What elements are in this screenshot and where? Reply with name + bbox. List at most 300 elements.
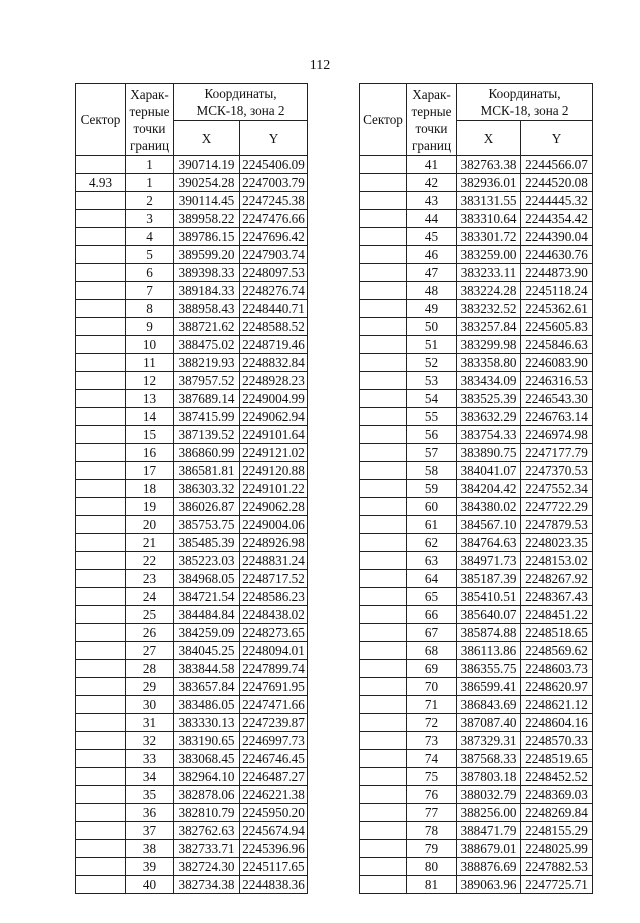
point-number-cell: 12	[126, 372, 174, 390]
y-coordinate-cell: 2248926.98	[240, 534, 308, 552]
point-number-cell: 80	[407, 858, 457, 876]
y-coordinate-cell: 2248569.62	[521, 642, 593, 660]
sector-cell	[360, 282, 407, 300]
sector-cell	[76, 840, 126, 858]
table-row	[360, 354, 593, 372]
y-coordinate-cell: 2248832.84	[240, 354, 308, 372]
table-row	[76, 804, 308, 822]
point-number-cell: 24	[126, 588, 174, 606]
x-coordinate-cell: 382762.63	[174, 822, 240, 840]
y-coordinate-cell: 2248269.84	[521, 804, 593, 822]
y-coordinate-cell: 2247552.34	[521, 480, 593, 498]
table-row	[76, 300, 308, 318]
point-number-cell: 75	[407, 768, 457, 786]
header-characteristic-points: Харак- терные точки границ	[407, 84, 457, 156]
sector-cell	[360, 876, 407, 894]
x-coordinate-cell: 386599.41	[457, 678, 521, 696]
point-number-cell: 41	[407, 156, 457, 174]
y-coordinate-cell: 2246487.27	[240, 768, 308, 786]
table-row	[360, 156, 593, 174]
y-coordinate-cell: 2248276.74	[240, 282, 308, 300]
point-number-cell: 52	[407, 354, 457, 372]
table-row	[360, 678, 593, 696]
sector-cell	[360, 840, 407, 858]
y-coordinate-cell: 2248023.35	[521, 534, 593, 552]
table-row	[76, 246, 308, 264]
y-coordinate-cell: 2245396.96	[240, 840, 308, 858]
table-row	[360, 318, 593, 336]
x-coordinate-cell: 382936.01	[457, 174, 521, 192]
sector-cell	[76, 210, 126, 228]
y-coordinate-cell: 2244520.08	[521, 174, 593, 192]
sector-cell	[360, 498, 407, 516]
table-row	[360, 426, 593, 444]
sector-cell	[360, 858, 407, 876]
sector-cell	[360, 426, 407, 444]
point-number-cell: 20	[126, 516, 174, 534]
y-coordinate-cell: 2248438.02	[240, 606, 308, 624]
table-row	[360, 390, 593, 408]
x-coordinate-cell: 388471.79	[457, 822, 521, 840]
y-coordinate-cell: 2248097.53	[240, 264, 308, 282]
point-number-cell: 3	[126, 210, 174, 228]
y-coordinate-cell: 2246746.45	[240, 750, 308, 768]
sector-cell	[76, 372, 126, 390]
x-coordinate-cell: 383754.33	[457, 426, 521, 444]
table-row	[360, 408, 593, 426]
x-coordinate-cell: 382964.10	[174, 768, 240, 786]
y-coordinate-cell: 2247245.38	[240, 192, 308, 210]
sector-cell	[76, 678, 126, 696]
point-number-cell: 40	[126, 876, 174, 894]
sector-cell	[360, 156, 407, 174]
x-coordinate-cell: 387415.99	[174, 408, 240, 426]
x-coordinate-cell: 385223.03	[174, 552, 240, 570]
y-coordinate-cell: 2246974.98	[521, 426, 593, 444]
point-number-cell: 56	[407, 426, 457, 444]
table-row	[360, 570, 593, 588]
y-coordinate-cell: 2246763.14	[521, 408, 593, 426]
x-coordinate-cell: 383486.05	[174, 696, 240, 714]
table-row	[360, 732, 593, 750]
point-number-cell: 35	[126, 786, 174, 804]
table-row	[76, 408, 308, 426]
sector-cell	[360, 822, 407, 840]
table-row	[360, 588, 593, 606]
table-row	[360, 642, 593, 660]
point-number-cell: 6	[126, 264, 174, 282]
sector-cell	[76, 336, 126, 354]
point-number-cell: 49	[407, 300, 457, 318]
point-number-cell: 61	[407, 516, 457, 534]
x-coordinate-cell: 388679.01	[457, 840, 521, 858]
table-row	[360, 714, 593, 732]
sector-cell	[76, 246, 126, 264]
x-coordinate-cell: 382878.06	[174, 786, 240, 804]
point-number-cell: 36	[126, 804, 174, 822]
point-number-cell: 66	[407, 606, 457, 624]
point-number-cell: 73	[407, 732, 457, 750]
x-coordinate-cell: 390714.19	[174, 156, 240, 174]
x-coordinate-cell: 383299.98	[457, 336, 521, 354]
x-coordinate-cell: 384380.02	[457, 498, 521, 516]
table-row	[76, 660, 308, 678]
x-coordinate-cell: 383632.29	[457, 408, 521, 426]
table-row	[360, 840, 593, 858]
x-coordinate-cell: 387087.40	[457, 714, 521, 732]
point-number-cell: 28	[126, 660, 174, 678]
table-row	[360, 210, 593, 228]
point-number-cell: 34	[126, 768, 174, 786]
x-coordinate-cell: 386303.32	[174, 480, 240, 498]
y-coordinate-cell: 2248153.02	[521, 552, 593, 570]
table-row	[360, 444, 593, 462]
point-number-cell: 17	[126, 462, 174, 480]
x-coordinate-cell: 383233.11	[457, 264, 521, 282]
table-row	[360, 606, 593, 624]
table-row	[76, 516, 308, 534]
y-coordinate-cell: 2247899.74	[240, 660, 308, 678]
y-coordinate-cell: 2248273.65	[240, 624, 308, 642]
table-row	[360, 498, 593, 516]
point-number-cell: 1	[126, 156, 174, 174]
sector-cell	[76, 552, 126, 570]
table-row	[76, 732, 308, 750]
y-coordinate-cell: 2244838.36	[240, 876, 308, 894]
point-number-cell: 31	[126, 714, 174, 732]
sector-cell	[360, 606, 407, 624]
y-coordinate-cell: 2247177.79	[521, 444, 593, 462]
x-coordinate-cell: 390114.45	[174, 192, 240, 210]
x-coordinate-cell: 387329.31	[457, 732, 521, 750]
y-coordinate-cell: 2249062.94	[240, 408, 308, 426]
sector-cell	[76, 228, 126, 246]
y-coordinate-cell: 2247722.29	[521, 498, 593, 516]
y-coordinate-cell: 2248588.52	[240, 318, 308, 336]
point-number-cell: 62	[407, 534, 457, 552]
x-coordinate-cell: 384968.05	[174, 570, 240, 588]
point-number-cell: 27	[126, 642, 174, 660]
x-coordinate-cell: 384484.84	[174, 606, 240, 624]
sector-cell	[360, 480, 407, 498]
sector-cell	[360, 714, 407, 732]
table-row	[76, 696, 308, 714]
x-coordinate-cell: 389958.22	[174, 210, 240, 228]
header-x: X	[457, 121, 521, 156]
table-row	[360, 552, 593, 570]
y-coordinate-cell: 2245846.63	[521, 336, 593, 354]
table-row	[76, 156, 308, 174]
sector-cell	[360, 318, 407, 336]
y-coordinate-cell: 2248025.99	[521, 840, 593, 858]
point-number-cell: 50	[407, 318, 457, 336]
table-row	[76, 372, 308, 390]
table-row	[360, 174, 593, 192]
sector-cell	[360, 552, 407, 570]
point-number-cell: 32	[126, 732, 174, 750]
y-coordinate-cell: 2245118.24	[521, 282, 593, 300]
x-coordinate-cell: 383890.75	[457, 444, 521, 462]
table-row	[76, 498, 308, 516]
y-coordinate-cell: 2246221.38	[240, 786, 308, 804]
table-row	[360, 462, 593, 480]
table-row	[360, 480, 593, 498]
y-coordinate-cell: 2248928.23	[240, 372, 308, 390]
table-row	[76, 642, 308, 660]
point-number-cell: 69	[407, 660, 457, 678]
y-coordinate-cell: 2245117.65	[240, 858, 308, 876]
sector-cell	[76, 354, 126, 372]
sector-cell	[360, 570, 407, 588]
x-coordinate-cell: 383257.84	[457, 318, 521, 336]
y-coordinate-cell: 2248440.71	[240, 300, 308, 318]
x-coordinate-cell: 387803.18	[457, 768, 521, 786]
table-row	[76, 462, 308, 480]
point-number-cell: 68	[407, 642, 457, 660]
point-number-cell: 33	[126, 750, 174, 768]
y-coordinate-cell: 2245950.20	[240, 804, 308, 822]
point-number-cell: 70	[407, 678, 457, 696]
table-row	[76, 552, 308, 570]
y-coordinate-cell: 2249101.22	[240, 480, 308, 498]
sector-cell	[76, 480, 126, 498]
x-coordinate-cell: 383301.72	[457, 228, 521, 246]
sector-cell	[76, 318, 126, 336]
x-coordinate-cell: 385640.07	[457, 606, 521, 624]
point-number-cell: 15	[126, 426, 174, 444]
table-row	[76, 318, 308, 336]
sector-cell	[360, 354, 407, 372]
point-number-cell: 38	[126, 840, 174, 858]
y-coordinate-cell: 2244354.42	[521, 210, 593, 228]
y-coordinate-cell: 2244445.32	[521, 192, 593, 210]
point-number-cell: 77	[407, 804, 457, 822]
x-coordinate-cell: 384764.63	[457, 534, 521, 552]
x-coordinate-cell: 389184.33	[174, 282, 240, 300]
sector-cell	[360, 516, 407, 534]
y-coordinate-cell: 2245406.09	[240, 156, 308, 174]
sector-cell	[360, 642, 407, 660]
table-row	[360, 876, 593, 894]
y-coordinate-cell: 2247003.79	[240, 174, 308, 192]
x-coordinate-cell: 382733.71	[174, 840, 240, 858]
x-coordinate-cell: 389063.96	[457, 876, 521, 894]
table-row	[360, 534, 593, 552]
x-coordinate-cell: 385187.39	[457, 570, 521, 588]
sector-cell	[360, 588, 407, 606]
point-number-cell: 39	[126, 858, 174, 876]
table-row	[76, 192, 308, 210]
point-number-cell: 5	[126, 246, 174, 264]
table-row	[76, 570, 308, 588]
table-row	[76, 714, 308, 732]
x-coordinate-cell: 383232.52	[457, 300, 521, 318]
x-coordinate-cell: 384721.54	[174, 588, 240, 606]
point-number-cell: 81	[407, 876, 457, 894]
table-row	[76, 210, 308, 228]
y-coordinate-cell: 2248094.01	[240, 642, 308, 660]
sector-cell	[360, 660, 407, 678]
point-number-cell: 7	[126, 282, 174, 300]
point-number-cell: 71	[407, 696, 457, 714]
table-row	[76, 228, 308, 246]
table-row	[360, 624, 593, 642]
sector-cell	[76, 516, 126, 534]
table-row	[360, 804, 593, 822]
x-coordinate-cell: 382763.38	[457, 156, 521, 174]
sector-cell	[76, 444, 126, 462]
sector-cell	[360, 300, 407, 318]
x-coordinate-cell: 388032.79	[457, 786, 521, 804]
x-coordinate-cell: 384041.07	[457, 462, 521, 480]
y-coordinate-cell: 2248586.23	[240, 588, 308, 606]
sector-cell	[76, 786, 126, 804]
point-number-cell: 58	[407, 462, 457, 480]
sector-cell	[76, 282, 126, 300]
y-coordinate-cell: 2244630.76	[521, 246, 593, 264]
y-coordinate-cell: 2247903.74	[240, 246, 308, 264]
x-coordinate-cell: 383224.28	[457, 282, 521, 300]
table-row	[360, 372, 593, 390]
x-coordinate-cell: 384971.73	[457, 552, 521, 570]
table-row	[76, 822, 308, 840]
x-coordinate-cell: 387139.52	[174, 426, 240, 444]
y-coordinate-cell: 2248717.52	[240, 570, 308, 588]
sector-cell	[360, 804, 407, 822]
y-coordinate-cell: 2247725.71	[521, 876, 593, 894]
y-coordinate-cell: 2245362.61	[521, 300, 593, 318]
sector-cell	[76, 714, 126, 732]
y-coordinate-cell: 2248831.24	[240, 552, 308, 570]
table-row	[76, 786, 308, 804]
sector-cell	[360, 696, 407, 714]
y-coordinate-cell: 2249004.99	[240, 390, 308, 408]
x-coordinate-cell: 383310.64	[457, 210, 521, 228]
point-number-cell: 16	[126, 444, 174, 462]
table-row	[76, 840, 308, 858]
point-number-cell: 13	[126, 390, 174, 408]
point-number-cell: 46	[407, 246, 457, 264]
x-coordinate-cell: 386860.99	[174, 444, 240, 462]
sector-cell	[76, 624, 126, 642]
point-number-cell: 79	[407, 840, 457, 858]
y-coordinate-cell: 2247691.95	[240, 678, 308, 696]
point-number-cell: 11	[126, 354, 174, 372]
table-row	[360, 660, 593, 678]
sector-cell	[76, 660, 126, 678]
y-coordinate-cell: 2248621.12	[521, 696, 593, 714]
sector-cell	[76, 192, 126, 210]
x-coordinate-cell: 389398.33	[174, 264, 240, 282]
header-coordinates: Координаты, МСК-18, зона 2	[174, 84, 308, 121]
x-coordinate-cell: 383358.80	[457, 354, 521, 372]
point-number-cell: 26	[126, 624, 174, 642]
point-number-cell: 78	[407, 822, 457, 840]
sector-cell	[76, 696, 126, 714]
sector-cell	[360, 228, 407, 246]
y-coordinate-cell: 2247882.53	[521, 858, 593, 876]
y-coordinate-cell: 2248518.65	[521, 624, 593, 642]
table-row	[360, 786, 593, 804]
sector-cell	[360, 750, 407, 768]
y-coordinate-cell: 2245605.83	[521, 318, 593, 336]
x-coordinate-cell: 383434.09	[457, 372, 521, 390]
table-row	[76, 606, 308, 624]
table-row	[360, 696, 593, 714]
point-number-cell: 53	[407, 372, 457, 390]
point-number-cell: 21	[126, 534, 174, 552]
sector-cell: 4.93	[76, 174, 126, 192]
y-coordinate-cell: 2249062.28	[240, 498, 308, 516]
table-row	[76, 336, 308, 354]
y-coordinate-cell: 2246083.90	[521, 354, 593, 372]
x-coordinate-cell: 383068.45	[174, 750, 240, 768]
right-table-body	[360, 156, 593, 894]
header-sector: Сектор	[76, 84, 126, 156]
table-row	[76, 264, 308, 282]
sector-cell	[76, 300, 126, 318]
table-row	[76, 480, 308, 498]
table-row	[76, 174, 308, 192]
x-coordinate-cell: 388721.62	[174, 318, 240, 336]
x-coordinate-cell: 383844.58	[174, 660, 240, 678]
sector-cell	[76, 768, 126, 786]
x-coordinate-cell: 383657.84	[174, 678, 240, 696]
sector-cell	[360, 624, 407, 642]
y-coordinate-cell: 2248267.92	[521, 570, 593, 588]
x-coordinate-cell: 388958.43	[174, 300, 240, 318]
y-coordinate-cell: 2244873.90	[521, 264, 593, 282]
x-coordinate-cell: 384259.09	[174, 624, 240, 642]
sector-cell	[360, 768, 407, 786]
y-coordinate-cell: 2248452.52	[521, 768, 593, 786]
x-coordinate-cell: 388876.69	[457, 858, 521, 876]
point-number-cell: 64	[407, 570, 457, 588]
sector-cell	[76, 390, 126, 408]
x-coordinate-cell: 382810.79	[174, 804, 240, 822]
y-coordinate-cell: 2248369.03	[521, 786, 593, 804]
y-coordinate-cell: 2248719.46	[240, 336, 308, 354]
x-coordinate-cell: 387568.33	[457, 750, 521, 768]
point-number-cell: 57	[407, 444, 457, 462]
x-coordinate-cell: 389599.20	[174, 246, 240, 264]
table-row	[360, 246, 593, 264]
table-row	[76, 768, 308, 786]
table-row	[76, 624, 308, 642]
y-coordinate-cell: 2248367.43	[521, 588, 593, 606]
x-coordinate-cell: 386355.75	[457, 660, 521, 678]
sector-cell	[360, 210, 407, 228]
y-coordinate-cell: 2246997.73	[240, 732, 308, 750]
table-row	[360, 768, 593, 786]
table-row	[360, 282, 593, 300]
x-coordinate-cell: 386843.69	[457, 696, 521, 714]
sector-cell	[76, 570, 126, 588]
x-coordinate-cell: 382734.38	[174, 876, 240, 894]
point-number-cell: 47	[407, 264, 457, 282]
point-number-cell: 25	[126, 606, 174, 624]
y-coordinate-cell: 2248570.33	[521, 732, 593, 750]
point-number-cell: 29	[126, 678, 174, 696]
table-row	[76, 858, 308, 876]
header-x: X	[174, 121, 240, 156]
x-coordinate-cell: 385485.39	[174, 534, 240, 552]
x-coordinate-cell: 389786.15	[174, 228, 240, 246]
point-number-cell: 14	[126, 408, 174, 426]
point-number-cell: 42	[407, 174, 457, 192]
sector-cell	[360, 192, 407, 210]
x-coordinate-cell: 384204.42	[457, 480, 521, 498]
